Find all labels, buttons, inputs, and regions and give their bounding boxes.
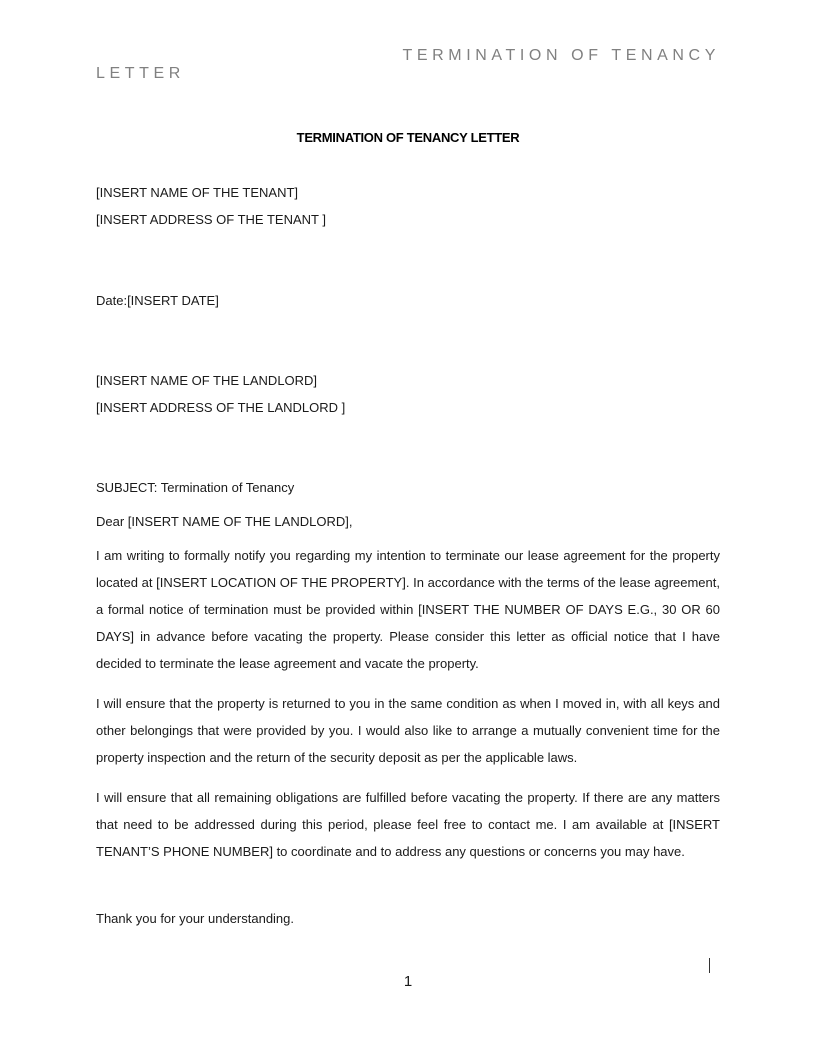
date-line: Date:[INSERT DATE]: [96, 293, 219, 308]
salutation: Dear [INSERT NAME OF THE LANDLORD],: [96, 514, 353, 529]
tenant-address: [INSERT ADDRESS OF THE TENANT ]: [96, 212, 326, 227]
landlord-block: [96, 367, 720, 421]
document-title: TERMINATION OF TENANCY LETTER: [296, 130, 520, 145]
text-cursor: [709, 958, 710, 973]
page-number: 1: [403, 973, 413, 990]
subject-line: SUBJECT: Termination of Tenancy: [96, 480, 295, 495]
header-title-line1: TERMINATION OF TENANCY: [402, 47, 720, 64]
tenant-block: [96, 179, 720, 233]
landlord-address: [INSERT ADDRESS OF THE LANDLORD ]: [96, 400, 346, 415]
header-title-line2: LETTER: [96, 65, 185, 82]
closing-line: Thank you for your understanding.: [96, 911, 295, 926]
landlord-name: [INSERT NAME OF THE LANDLORD]: [96, 373, 318, 388]
body-paragraph: I will ensure that the property is returned to you in the same condition as when I moved in, with all keys and other belongings that were provided by you. I would also like to arrange a mutually convenient time for the property inspection and the return of the security deposit as per the applicable laws.: [96, 696, 720, 765]
body-paragraph: I am writing to formally notify you regarding my intention to terminate our lease agreement for the property located at [INSERT LOCATION OF THE PROPERTY]. In accordance with the terms of the lease agreement, a formal notice of termination must be provided within [INSERT THE NUMBER OF DAYS E.G., 30 OR 60 DAYS] in advance before vacating the property. Please consider this letter as official notice that I have decided to terminate the lease agreement and vacate the property.: [96, 548, 720, 671]
tenant-name: [INSERT NAME OF THE TENANT]: [96, 185, 299, 200]
body-paragraph: I will ensure that all remaining obligations are fulfilled before vacating the property. If there are any matters that need to be addressed during this period, please feel free to contact me. I am available at [INSERT TENANT’S PHONE NUMBER] to coordinate and to address any questions or concerns you may have.: [96, 790, 720, 859]
page-header: [96, 47, 720, 83]
